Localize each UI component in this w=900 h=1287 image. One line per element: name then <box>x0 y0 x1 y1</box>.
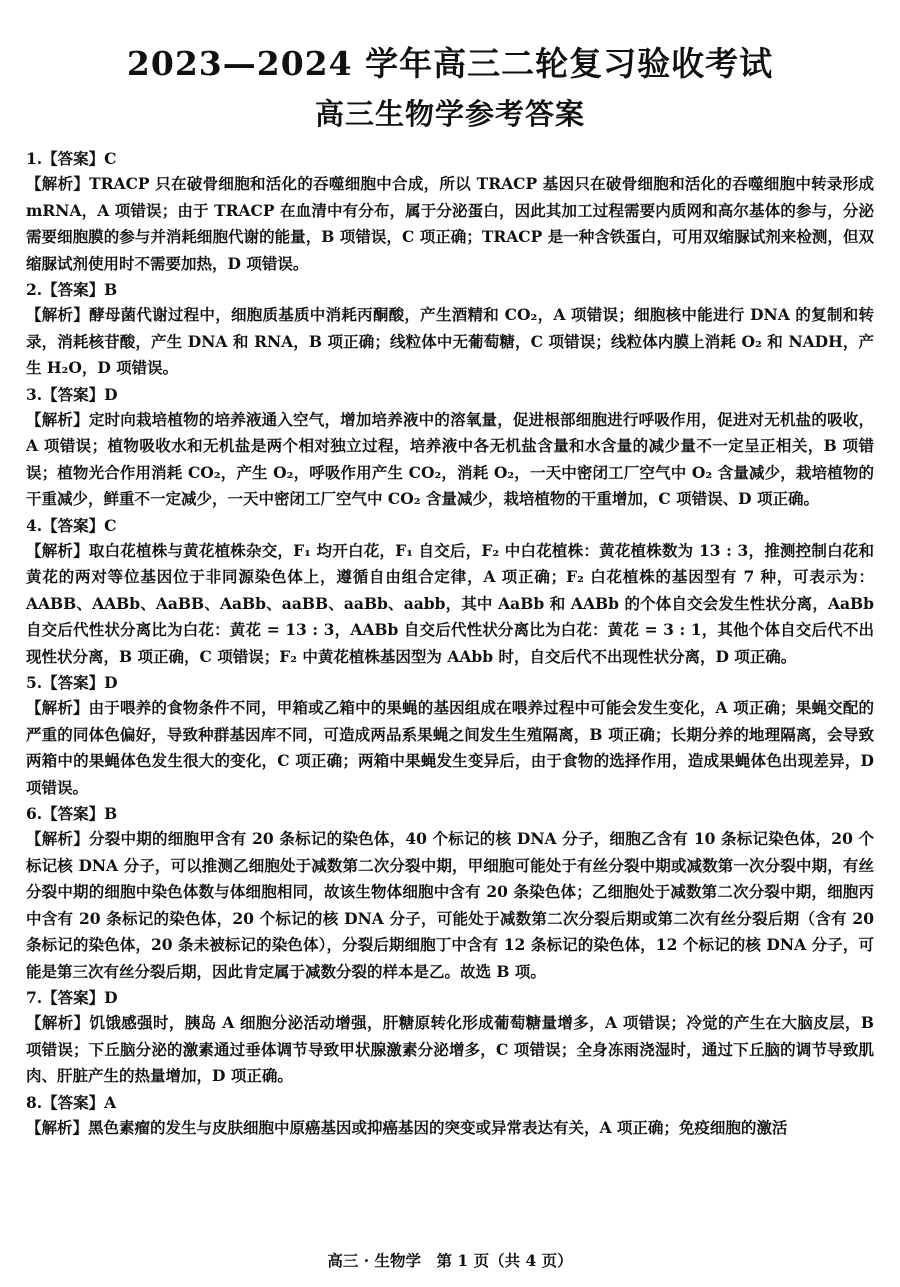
answer-explanation: 【解析】酵母菌代谢过程中，细胞质基质中消耗丙酮酸，产生酒精和 CO₂，A 项错误；细胞核中能进行 DNA 的复制和转录，消耗核苷酸，产生 DNA 和 RNA，B 项正确；线粒体中无葡萄糖，C 项错误；线粒体内膜上消耗 O₂ 和 NADH，产生 H₂O，D 项错误。 <box>26 305 874 377</box>
answer-item-7 <box>26 985 874 1090</box>
answer-explanation: 【解析】饥饿感强时，胰岛 A 细胞分泌活动增强，肝糖原转化形成葡萄糖量增多，A 项错误；冷觉的产生在大脑皮层，B 项错误；下丘脑分泌的激素通过垂体调节导致甲状腺激素分泌增多，C 项错误；全身冻雨浇湿时，通过下丘脑的调节导致肌肉、肝脏产生的热量增加，D 项正确。 <box>26 1013 874 1085</box>
answer-item-3 <box>26 382 874 513</box>
answer-explanation: 【解析】由于喂养的食物条件不同，甲箱或乙箱中的果蝇的基因组成在喂养过程中可能会发生变化，A 项正确；果蝇交配的严重的同体色偏好，导致种群基因库不同，可造成两品系果蝇之间发生生殖隔离，B 项正确；长期分养的地理隔离，会导致两箱中的果蝇体色发生很大的变化，C 项正确；两箱中果蝇发生变异后，由于食物的选择作用，造成果蝇体色出现差异，D 项错误。 <box>26 698 874 797</box>
answer-explanation: 【解析】定时向栽培植物的培养液通入空气，增加培养液中的溶氧量，促进根部细胞进行呼吸作用，促进对无机盐的吸收，A 项错误；植物吸收水和无机盐是两个相对独立过程，培养液中各无机盐含量和水含量的减少量不一定呈正相关，B 项错误；植物光合作用消耗 CO₂，产生 O₂，呼吸作用产生 CO₂，消耗 O₂，一天中密闭工厂空气中 O₂ 含量减少，栽培植物的干重减少，鲜重不一定减少，一天中密闭工厂空气中 CO₂ 含量减少，栽培植物的干重增加，C 项错误、D 项正确。 <box>26 409 874 508</box>
answer-label: 5.【答案】D <box>26 673 118 692</box>
answer-explanation: 【解析】黑色素瘤的发生与皮肤细胞中原癌基因或抑癌基因的突变或异常表达有关，A 项正确；免疫细胞的激活 <box>26 1117 788 1137</box>
answer-label: 4.【答案】C <box>26 515 117 535</box>
answer-item-2 <box>26 277 874 382</box>
page-title: 2023—2024 学年高三二轮复习验收考试 <box>126 44 774 83</box>
page-footer: 高三 · 生物学 第 1 页（共 4 页） <box>327 1251 573 1270</box>
answer-explanation: 【解析】TRACP 只在破骨细胞和活化的吞噬细胞中合成，所以 TRACP 基因只在破骨细胞和活化的吞噬细胞中转录形成 mRNA，A 项错误；由于 TRACP 在血清中有分布，属于分泌蛋白，因此其加工过程需要内质网和高尔基体的参与，分泌需要细胞膜的参与并消耗细胞代谢的能量，B 项错误，C 项正确；TRACP 是一种含铁蛋白，可用双缩脲试剂来检测，但双缩脲试剂使用时不需要加热，D 项错误。 <box>26 174 874 273</box>
page-subtitle: 高三生物学参考答案 <box>314 97 585 131</box>
answer-item-8 <box>26 1090 874 1142</box>
answer-item-5 <box>26 670 874 801</box>
answer-label: 1.【答案】C <box>26 149 117 168</box>
answer-item-6 <box>26 801 874 985</box>
answer-item-4 <box>26 513 874 671</box>
answer-label: 3.【答案】D <box>26 384 118 404</box>
answer-item-1 <box>26 146 874 277</box>
answer-explanation: 【解析】分裂中期的细胞甲含有 20 条标记的染色体，40 个标记的核 DNA 分子，细胞乙含有 10 条标记染色体，20 个标记核 DNA 分子，可以推测乙细胞处于减数第二次分裂中期，甲细胞可能处于有丝分裂中期或减数第一次分裂中期，有丝分裂中期的细胞中染色体数与体细胞相同，故该生物体细胞中含有 20 条染色体；乙细胞处于减数第二次分裂中期，细胞丙中含有 20 条标记的染色体，20 个标记的核 DNA 分子，可能处于减数第二次分裂后期或第二次有丝分裂后期（含有 20 条标记的染色体，20 条未被标记的染色体），分裂后期细胞丁中含有 12 条标记的染色体，12 个标记的核 DNA 分子，可能是第三次有丝分裂后期，因此肯定属于减数分裂的样本是乙。故选 B 项。 <box>26 829 874 981</box>
answer-label: 6.【答案】B <box>26 804 118 823</box>
answer-label: 2.【答案】B <box>26 280 118 299</box>
answer-label: 8.【答案】A <box>26 1092 117 1112</box>
answer-explanation: 【解析】取白花植株与黄花植株杂交，F₁ 均开白花，F₁ 自交后，F₂ 中白花植株：黄花植株数为 13 : 3，推测控制白花和黄花的两对等位基因位于非同源染色体上，遵循自由组合定律，A 项正确；F₂ 白花植株的基因型有 7 种，可表示为：AABB、AABb、AaBB、AaBb、aaBB、aaBb、aabb，其中 AaBb 和 AABb 的个体自交会发生性状分离，AaBb 自交后代性状分离比为白花：黄花 = 13 : 3，AABb 自交后代性状分离比为白花：黄花 = 3 : 1，其他个体自交后代不出现性状分离，B 项正确，C 项错误；F₂ 中黄花植株基因型为 AAbb 时，自交后代不出现性状分离，D 项正确。 <box>26 540 874 666</box>
answer-label: 7.【答案】D <box>26 988 118 1007</box>
